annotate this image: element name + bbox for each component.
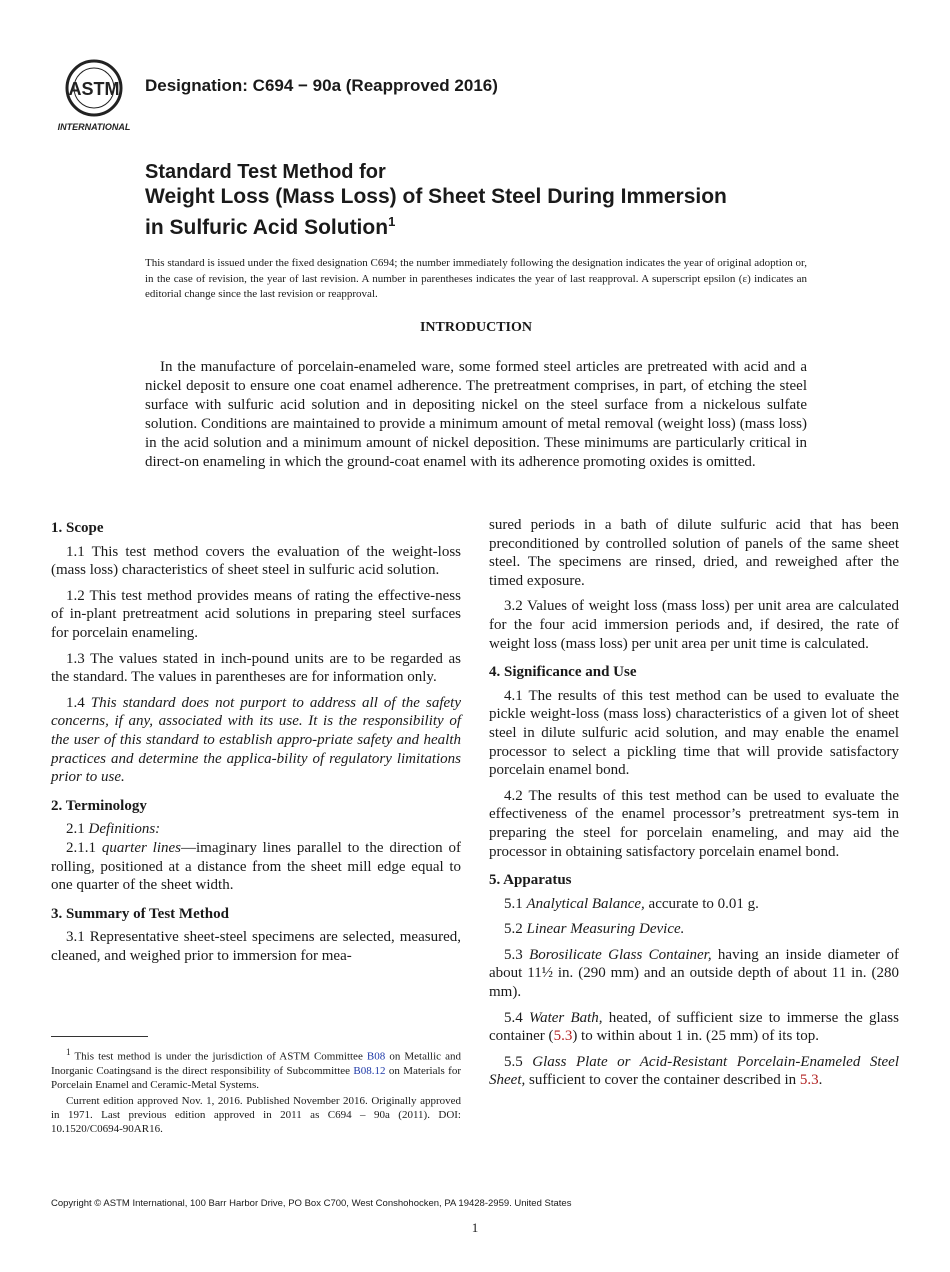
paragraph-1-4-text: This standard does not purport to address all of the safety concerns, if any, associated with its use. It is the responsibility of the user of this standard to establish appro-priate safety and health practices and determine the applica-bility of regulatory limitations prior to use. <box>51 694 461 786</box>
subcommittee-b08-12-link[interactable]: B08.12 <box>353 1064 386 1077</box>
paragraph-5-2-number: 5.2 <box>504 921 523 938</box>
paragraph-5-5-number: 5.5 <box>504 1053 523 1070</box>
paragraph-1-2: 1.2 This test method provides means of rating the effective-ness of in-plant pretreatment acid solutions in preparing steel surfaces for porcelain enameling. <box>51 587 461 641</box>
footnote-1-mark: 1 <box>66 1047 71 1057</box>
title-line-2: Weight Loss (Mass Loss) of Sheet Steel During Immersion <box>145 185 727 208</box>
paragraph-2-1-1-text: —imaginary lines parallel to the direction of rolling, positioned at a distance from the sheet mill edge equal to one quarter of the sheet width. <box>51 839 461 894</box>
paragraph-5-4-text-a: heated, of sufficient size to immerse the glass container ( <box>489 1009 899 1045</box>
footnote-divider <box>51 1036 148 1037</box>
section-heading-apparatus: 5. Apparatus <box>489 872 572 889</box>
paragraph-5-1 <box>489 895 899 914</box>
issuance-note: This standard is issued under the fixed designation C694; the number immediately following the designation indicates the year of original adoption or, in the case of revision, the year of last revision. A number in parentheses indicates the year of last reapproval. A superscript epsilon (ε) indicates an editorial change since the last revision or reapproval. <box>145 257 807 300</box>
section-heading-scope: 1. Scope <box>51 520 104 536</box>
item-glass-container: Borosilicate Glass Container, <box>529 946 712 963</box>
paragraph-2-1-label: Definitions: <box>88 821 161 838</box>
paragraph-3-1-start: 3.1 Representative sheet-steel specimens are selected, measured, cleaned, and weighed prior to immersion for mea- <box>51 929 461 964</box>
item-analytical-balance: Analytical Balance, <box>526 895 645 912</box>
item-linear-measuring-device: Linear Measuring Device. <box>526 921 685 938</box>
paragraph-3-2: 3.2 Values of weight loss (mass loss) per unit area are calculated for the four acid immersion periods and, if desired, the rate of weight loss (mass loss) per unit area per unit time is calculated. <box>489 598 899 652</box>
astm-logo <box>52 58 136 134</box>
paragraph-5-3 <box>489 946 899 1002</box>
paragraph-1-4-number: 1.4 <box>66 694 85 711</box>
title-line-3-text: in Sulfuric Acid Solution <box>145 216 389 239</box>
paragraph-5-4-text-b: ) to within about 1 in. (25 mm) of its top. <box>572 1028 819 1045</box>
paragraph-5-2 <box>489 920 899 939</box>
page-number: 1 <box>471 1220 479 1235</box>
item-water-bath: Water Bath, <box>528 1009 603 1026</box>
committee-b08-link[interactable]: B08 <box>366 1050 386 1063</box>
paragraph-5-4-number: 5.4 <box>504 1009 523 1026</box>
footnote-1-text-b: on Metallic and Inorganic Coatingsand is the direct responsibility of Subcommittee <box>51 1050 461 1077</box>
paragraph-5-1-text: accurate to 0.01 g. <box>644 895 759 912</box>
paragraph-5-5-text: sufficient to cover the container described in <box>525 1072 800 1089</box>
right-column <box>489 516 899 1097</box>
section-heading-terminology: 2. Terminology <box>51 797 147 814</box>
paragraph-2-1 <box>51 820 461 839</box>
paragraph-1-1: 1.1 This test method covers the evaluation of the weight-loss (mass loss) characteristics of sheet steel in sulfuric acid solution. <box>51 543 461 579</box>
title-footnote-mark: 1 <box>388 214 396 229</box>
copyright-notice: Copyright © ASTM International, 100 Barr Harbor Drive, PO Box C700, West Conshohocken, PA 19428-2959. United States <box>51 1198 572 1209</box>
paragraph-1-4 <box>51 694 461 787</box>
paragraph-5-5 <box>489 1053 899 1090</box>
designation: Designation: C694 − 90a (Reapproved 2016) <box>145 76 498 95</box>
logo-caption: INTERNATIONAL <box>57 122 131 132</box>
item-glass-plate: Glass Plate or Acid-Resistant Porcelain-Enameled Steel Sheet, <box>489 1053 899 1089</box>
cross-reference-5-3[interactable]: 5.3 <box>799 1072 819 1089</box>
document-title <box>145 160 845 240</box>
cross-reference-5-3[interactable]: 5.3 <box>553 1028 573 1045</box>
paragraph-5-1-number: 5.1 <box>504 895 523 912</box>
section-heading-significance: 4. Significance and Use <box>489 664 637 681</box>
footnote-edition-info: Current edition approved Nov. 1, 2016. Published November 2016. Originally approved in 1971. Last previous edition approved in 2011 as C694 – 90a (2011). DOI: 10.1520/C0694-90AR16. <box>51 1094 461 1135</box>
paragraph-4-1: 4.1 The results of this test method can be used to evaluate the pickle weight-loss (mass loss) characteristics of a given lot of sheet steel in dilute sulfuric acid solution, and may enable the enamel processor to select a pickling time that will provide satisfactory porcelain enamel bond. <box>489 687 899 779</box>
paragraph-5-5-end: . <box>818 1072 823 1089</box>
paragraph-3-1-continued: sured periods in a bath of dilute sulfuric acid that has been preconditioned by controlled solution of panels of the same sheet steel. The specimens are rinsed, dried, and reweighed after the timed exposure. <box>489 517 899 589</box>
paragraph-4-2: 4.2 The results of this test method can be used to evaluate the effectiveness of the enamel processor’s pretreatment sys-tem in preparing the steel for porcelain enameling, and may aid the processor in obtaining satisfactory porcelain enamel bond. <box>489 787 899 860</box>
footnote-1-text-a: This test method is under the jurisdiction of ASTM Committee <box>70 1050 367 1063</box>
paragraph-5-3-number: 5.3 <box>504 946 523 963</box>
paragraph-1-3: 1.3 The values stated in inch-pound units are to be regarded as the standard. The values in parentheses are for information only. <box>51 650 461 686</box>
introduction-text: In the manufacture of porcelain-enameled ware, some formed steel articles are pretreated with acid and a nickel deposit to ensure one coat enamel adherence. The pretreatment comprises, in part, of etching the steel surface with sulfuric acid solution and in depositing nickel on the steel surface from a nickelous sulfate solution. Conditions are maintained to provide a minimum amount of metal removal (weight loss) (mass loss) in the acid solution and a minimum amount of nickel deposition. These minimums are particularly critical in direct-on enameling in which the ground-coat enamel with its adherence promoting oxides is omitted. <box>145 359 807 470</box>
introduction-heading: INTRODUCTION <box>419 320 532 335</box>
paragraph-5-4 <box>489 1009 899 1046</box>
footnote-1 <box>51 1045 461 1092</box>
section-heading-summary: 3. Summary of Test Method <box>51 905 229 922</box>
paragraph-2-1-1-number: 2.1.1 <box>66 839 96 856</box>
paragraph-5-3-text: having an inside diameter of about 11½ in. (290 mm) and an outside depth of about 11 in. (280 mm). <box>489 946 899 1001</box>
term-quarter-lines: quarter lines <box>101 839 182 856</box>
paragraph-2-1-1 <box>51 839 461 895</box>
footnotes <box>51 1045 461 1138</box>
title-line-3 <box>145 209 845 240</box>
paragraph-2-1-number: 2.1 <box>66 821 85 838</box>
logo-letters: ASTM <box>68 79 120 99</box>
title-line-1: Standard Test Method for <box>145 161 386 183</box>
left-column <box>51 516 461 972</box>
footnote-1-text-c: on Materials for Porcelain Enamel and Ceramic-Metal Systems. <box>51 1064 461 1091</box>
